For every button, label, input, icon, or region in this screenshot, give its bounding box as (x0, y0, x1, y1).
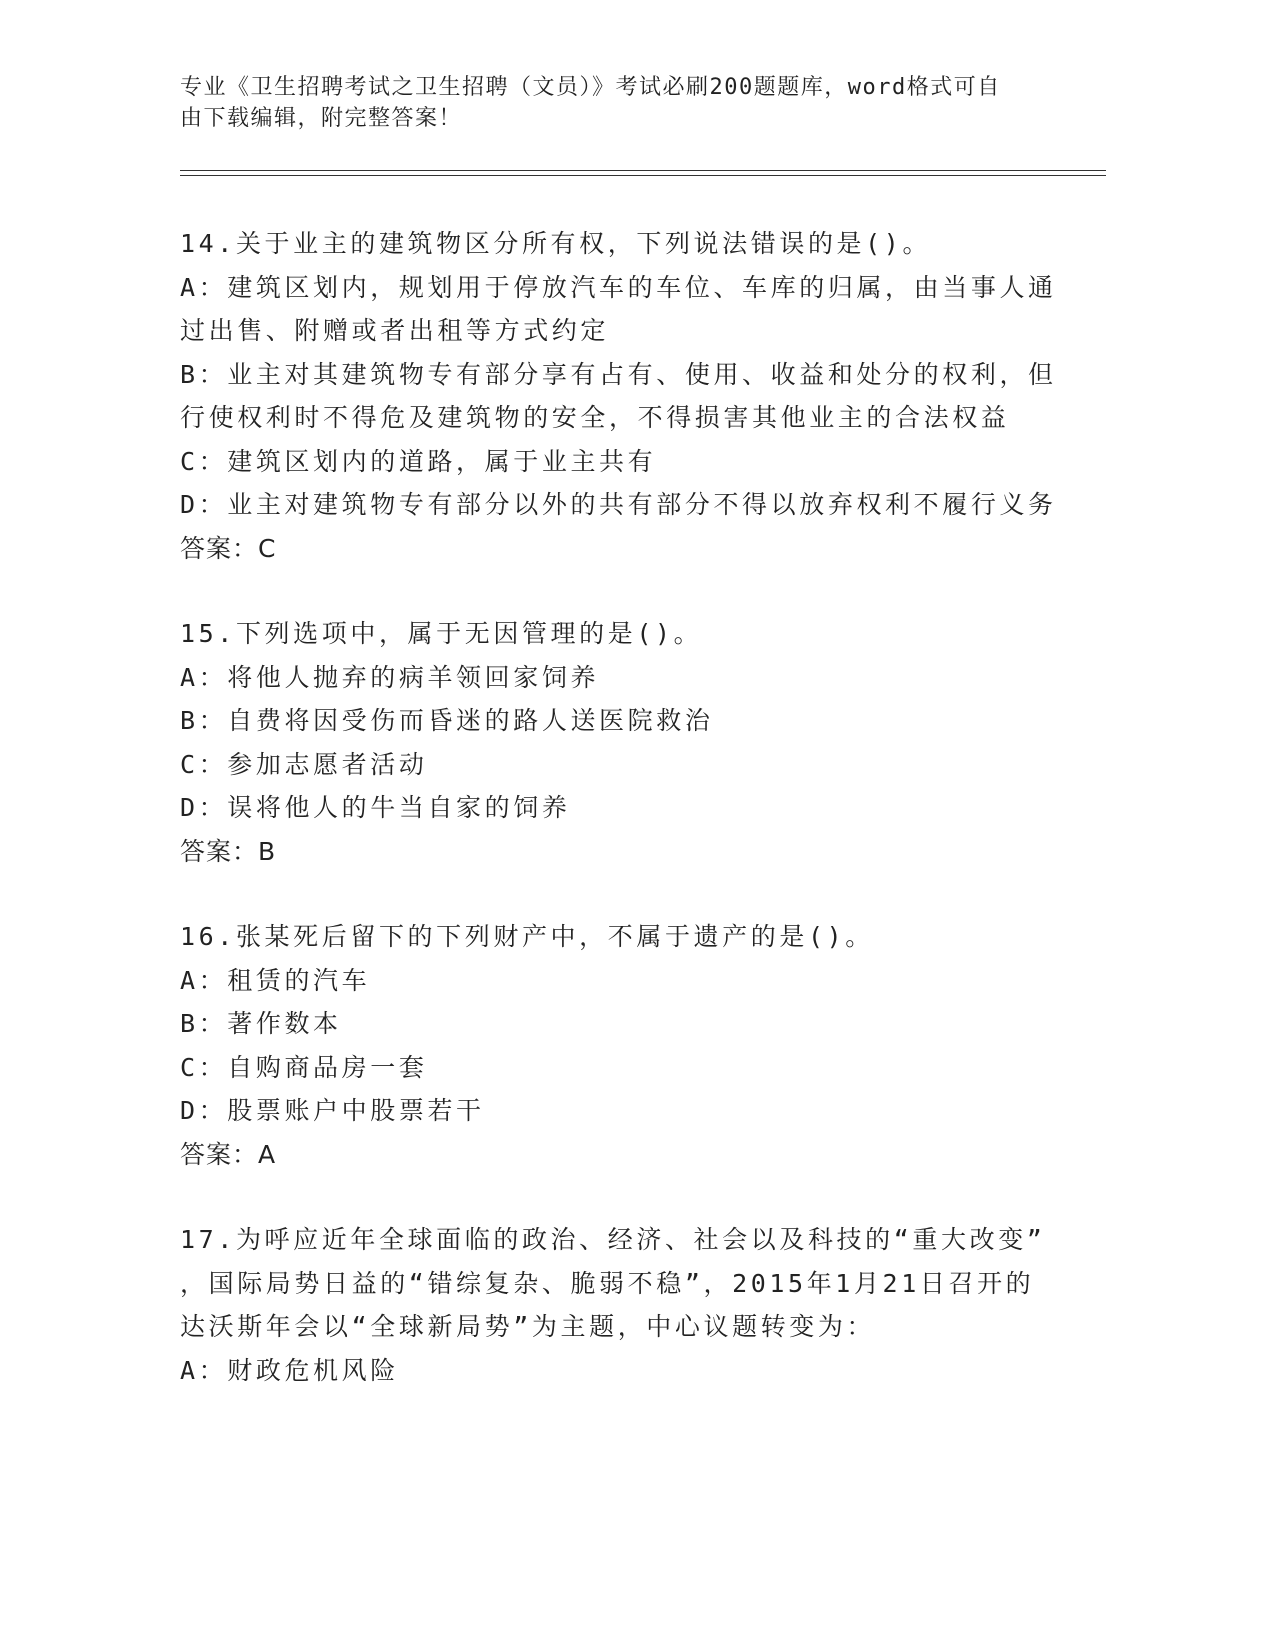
option-a: A：将他人抛弃的病羊领回家饲养 (180, 662, 600, 692)
option-a: A：财政危机风险 (180, 1355, 399, 1385)
option-a-continued: 过出售、附赠或者出租等方式约定 (180, 316, 610, 345)
header-line-1: 专业《卫生招聘考试之卫生招聘（文员）》考试必刷200题题库，word格式可自 (180, 75, 1001, 100)
question-stem-continued: ，国际局势日益的“错综复杂、脆弱不稳”，2015年1月21日召开的 (180, 1268, 1035, 1298)
option-d: D：业主对建筑物专有部分以外的共有部分不得以放弃权利不履行义务 (180, 490, 1057, 519)
option-a: A：租赁的汽车 (180, 965, 371, 995)
question-list (180, 222, 1080, 1434)
option-c: C：建筑区划内的道路，属于业主共有 (180, 446, 657, 476)
header-divider-top (180, 170, 1106, 171)
question-16 (180, 915, 1080, 1176)
question-14 (180, 222, 1080, 570)
option-b: B：自费将因受伤而昏迷的路人送医院救治 (180, 706, 714, 735)
question-15 (180, 612, 1080, 873)
answer: 答案：A (180, 1139, 277, 1169)
option-b: B：业主对其建筑物专有部分享有占有、使用、收益和处分的权利，但 (180, 359, 1057, 389)
header-divider-bottom (180, 175, 1106, 176)
question-stem: 14.关于业主的建筑物区分所有权，下列说法错误的是()。 (180, 229, 932, 258)
option-d: D：误将他人的牛当自家的饲养 (180, 793, 571, 822)
option-d: D：股票账户中股票若干 (180, 1096, 485, 1125)
document-header (180, 72, 1060, 134)
answer: 答案：B (180, 836, 277, 866)
answer: 答案：C (180, 533, 277, 563)
question-stem-continued: 达沃斯年会以“全球新局势”为主题，中心议题转变为： (180, 1312, 876, 1341)
option-c: C：自购商品房一套 (180, 1052, 428, 1082)
header-line-2: 由下载编辑，附完整答案！ (180, 106, 463, 131)
question-17 (180, 1218, 1080, 1392)
question-stem: 16.张某死后留下的下列财产中，不属于遗产的是()。 (180, 922, 874, 951)
option-c: C：参加志愿者活动 (180, 749, 428, 779)
option-b-continued: 行使权利时不得危及建筑物的安全，不得损害其他业主的合法权益 (180, 403, 1010, 432)
question-stem: 15.下列选项中，属于无因管理的是()。 (180, 619, 703, 648)
question-stem: 17.为呼应近年全球面临的政治、经济、社会以及科技的“重大改变” (180, 1225, 1046, 1254)
option-a: A：建筑区划内，规划用于停放汽车的车位、车库的归属，由当事人通 (180, 272, 1057, 302)
option-b: B：著作数本 (180, 1009, 342, 1038)
